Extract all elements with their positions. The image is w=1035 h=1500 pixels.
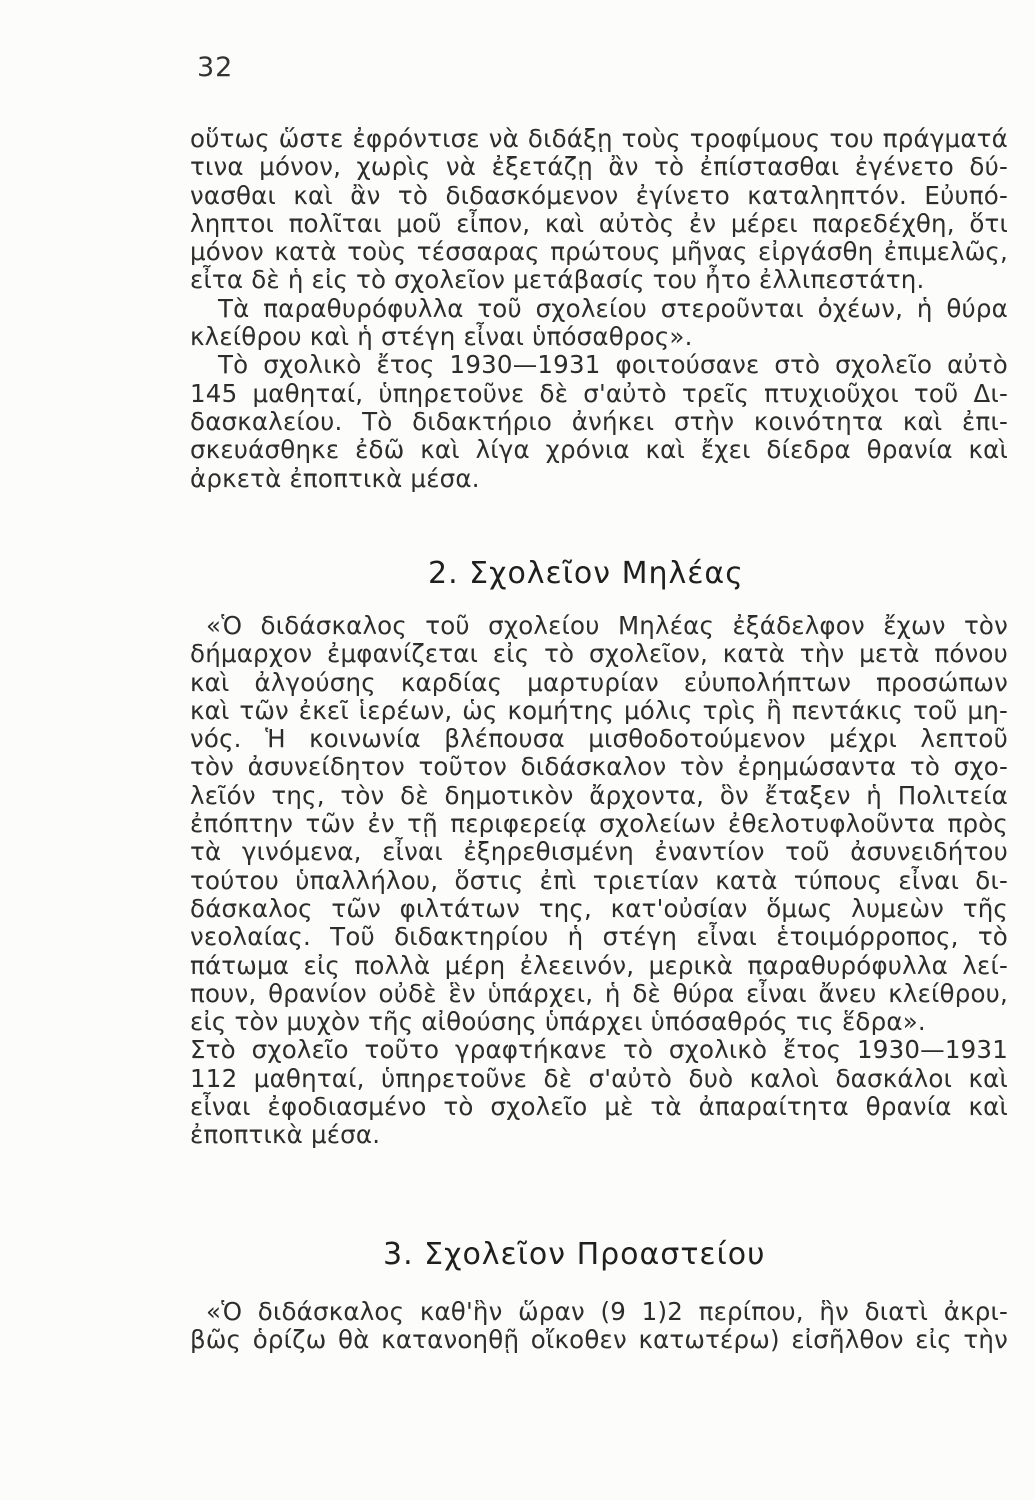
text-line: νός. Ἡ κοινωνία βλέπουσα μισθοδοτούμενον μέχρι λεπτοῦ — [190, 724, 1008, 754]
section-heading-school-milea: 2. Σχολεῖον Μηλέας — [428, 556, 744, 591]
text-line: οὕτως ὥστε ἐφρόντισε νὰ διδάξῃ τοὺς τροφίμους του πράγματά — [190, 124, 1008, 153]
text-line: δάσκαλος τῶν φιλτάτων της, κατ'οὐσίαν ὅμως λυμεὼν τῆς — [190, 893, 1008, 923]
text-line: πάτωμα εἰς πολλὰ μέρη ἐλεεινόν, μερικὰ παραθυρόφυλλα λεί- — [190, 950, 1008, 980]
text-line: εἶναι ἐφοδιασμένο τὸ σχολεῖο μὲ τὰ ἀπαραίτητα θρανία καὶ — [190, 1092, 1008, 1122]
text-block-school-1-continued — [190, 125, 1008, 493]
text-line: δήμαρχον ἐμφανίζεται εἰς τὸ σχολεῖον, κατὰ τὴν μετὰ πόνου — [190, 639, 1008, 669]
text-line: εἶτα δὲ ἡ εἰς τὸ σχολεῖον μετάβασίς του ἦτο ἐλλιπεστάτη. — [190, 265, 925, 295]
text-line: κλείθρου καὶ ἡ στέγη εἶναι ὑπόσαθρος». — [190, 322, 693, 352]
text-line: ληπτοι πολῖται μοῦ εἶπον, καὶ αὐτὸς ἐν μέρει παρεδέχθη, ὅτι — [190, 208, 1008, 238]
text-block-school-milea — [190, 612, 1008, 1150]
text-line: νεολαίας. Τοῦ διδακτηρίου ἡ στέγη εἶναι ἑτοιμόρροπος, τὸ — [190, 922, 1008, 952]
text-line: βῶς ὁρίζω θὰ κατανοηθῇ οἴκοθεν κατωτέρω) εἰσῆλθον εἰς τὴν — [190, 1325, 1008, 1355]
text-line: πουν, θρανίον οὐδὲ ἓν ὑπάρχει, ἡ δὲ θύρα εἶναι ἄνευ κλείθρου, — [190, 978, 1008, 1008]
text-line: καὶ τῶν ἐκεῖ ἱερέων, ὡς κομήτης μόλις τρὶς ἢ πεντάκις τοῦ μη- — [190, 695, 1008, 725]
text-line: τὸν ἀσυνείδητον τοῦτον διδάσκαλον τὸν ἐρημώσαντα τὸ σχο- — [190, 752, 1008, 782]
text-line: τὰ γινόμενα, εἶναι ἐξηρεθισμένη ἐναντίον τοῦ ἀσυνειδήτου — [190, 837, 1008, 867]
text-line: 112 μαθηταί, ὑπηρετοῦνε δὲ σ'αὐτὸ δυὸ καλοὶ δασκάλοι καὶ — [190, 1063, 1008, 1093]
text-block-school-proasteio — [190, 1298, 1008, 1355]
text-line: δασκαλείου. Τὸ διδακτήριο ἀνήκει στὴν κοινότητα καὶ ἐπι- — [190, 406, 1008, 436]
text-line: σκευάσθηκε ἐδῶ καὶ λίγα χρόνια καὶ ἔχει δίεδρα θρανία καὶ — [190, 435, 1008, 465]
text-line: ἐποπτικὰ μέσα. — [190, 1120, 381, 1150]
text-line: λεῖόν της, τὸν δὲ δημοτικὸν ἄρχοντα, ὃν ἔταξεν ἡ Πολιτεία — [190, 780, 1008, 810]
text-line: τούτου ὑπαλλήλου, ὅστις ἐπὶ τριετίαν κατὰ τύπους εἶναι δι- — [190, 865, 1008, 895]
text-line: μόνον κατὰ τοὺς τέσσαρας πρώτους μῆνας εἰργάσθη ἐπιμελῶς, — [190, 237, 1008, 267]
text-line: νασθαι καὶ ἂν τὸ διδασκόμενον ἐγίνετο καταληπτόν. Εὐυπό- — [190, 180, 1008, 210]
text-line: Τὸ σχολικὸ ἔτος 1930—1931 φοιτούσανε στὸ σχολεῖο αὐτὸ — [218, 350, 1008, 380]
text-line: Τὰ παραθυρόφυλλα τοῦ σχολείου στεροῦνται ὀχέων, ἡ θύρα — [218, 293, 1008, 323]
text-line: Στὸ σχολεῖο τοῦτο γραφτήκανε τὸ σχολικὸ ἔτος 1930—1931 — [190, 1035, 1008, 1065]
text-line: εἰς τὸν μυχὸν τῆς αἰθούσης ὑπάρχει ὑπόσαθρός τις ἕδρα». — [190, 1007, 926, 1037]
page-number: 32 — [197, 52, 234, 83]
section-heading-school-proasteio: 3. Σχολεῖον Προαστείου — [383, 1237, 766, 1272]
text-line: «Ὁ διδάσκαλος καθ'ἣν ὥραν (9 1)2 περίπου, ἣν διατὶ ἀκρι- — [206, 1297, 1008, 1326]
text-line: ἐπόπτην τῶν ἐν τῇ περιφερείᾳ σχολείων ἐθελοτυφλοῦντα πρὸς — [190, 809, 1008, 839]
text-line: τινα μόνον, χωρὶς νὰ ἐξετάζῃ ἂν τὸ ἐπίστασθαι ἐγένετο δύ- — [190, 152, 1008, 182]
text-line: 145 μαθηταί, ὑπηρετοῦνε δὲ σ'αὐτὸ τρεῖς πτυχιοῦχοι τοῦ Δι- — [190, 378, 1008, 408]
text-line: καὶ ἀλγούσης καρδίας μαρτυρίαν εὐυπολήπτων προσώπων — [190, 667, 1008, 697]
text-line: ἀρκετὰ ἐποπτικὰ μέσα. — [190, 463, 480, 493]
text-line: «Ὁ διδάσκαλος τοῦ σχολείου Μηλέας ἐξάδελφον ἔχων τὸν — [206, 611, 1008, 640]
